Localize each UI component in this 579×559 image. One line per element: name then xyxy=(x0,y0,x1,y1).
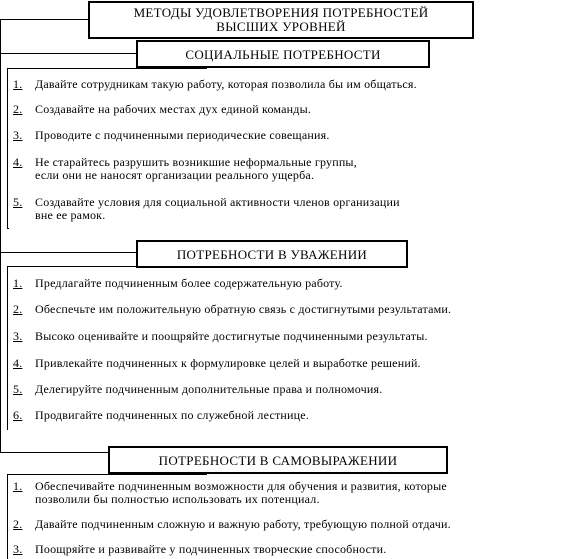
list-item xyxy=(13,543,386,556)
item-text: Поощряйте и развивайте у подчиненных творческие способности. xyxy=(35,542,387,556)
title-line-1: МЕТОДЫ УДОВЛЕТВОРЕНИЯ ПОТРЕБНОСТЕЙ xyxy=(133,5,429,20)
section-heading-selfexpression xyxy=(108,446,448,474)
list-item xyxy=(13,518,451,531)
item-number: 4. xyxy=(13,155,23,169)
item-number: 5. xyxy=(13,382,23,396)
item-number: 3. xyxy=(13,128,23,142)
item-text: Давайте подчиненным сложную и важную работу, требующую полной отдачи. xyxy=(35,517,451,531)
section-items-bracket-respect xyxy=(7,266,207,430)
spine-top-connector xyxy=(0,19,88,20)
item-text xyxy=(35,480,447,506)
section-heading-label: СОЦИАЛЬНЫЕ ПОТРЕБНОСТИ xyxy=(185,46,381,62)
item-number: 2. xyxy=(13,517,23,531)
list-item xyxy=(13,383,382,396)
item-text: Проводите с подчиненными периодические совещания. xyxy=(35,128,330,142)
item-text: Привлекайте подчиненных к формулировке целей и выработке решений. xyxy=(35,356,421,370)
item-text-line: Обеспечивайте подчиненным возможности для обучения и развития, которые xyxy=(35,479,447,493)
list-item xyxy=(13,196,400,222)
item-number: 1. xyxy=(13,276,23,290)
item-text: Предлагайте подчиненным более содержательную работу. xyxy=(35,276,343,290)
section-heading-label: ПОТРЕБНОСТИ В УВАЖЕНИИ xyxy=(176,246,368,262)
list-item xyxy=(13,357,421,370)
item-text xyxy=(35,156,357,182)
title-line-2: ВЫСШИХ УРОВНЕЙ xyxy=(216,19,346,34)
list-item xyxy=(13,303,451,316)
list-item xyxy=(13,78,417,91)
item-text: Создавайте на рабочих местах дух единой команды. xyxy=(35,102,312,116)
spine-line xyxy=(0,19,1,453)
item-number: 1. xyxy=(13,77,23,91)
section-heading-label: ПОТРЕБНОСТИ В САМОВЫРАЖЕНИИ xyxy=(158,452,398,468)
list-item xyxy=(13,103,311,116)
list-item xyxy=(13,330,428,343)
item-number: 6. xyxy=(13,408,23,422)
item-text-line: вне ее рамок. xyxy=(35,208,106,222)
connector-selfexpression xyxy=(0,452,108,453)
list-item xyxy=(13,156,357,182)
item-text-line: Создавайте условия для социальной активности членов организации xyxy=(35,195,400,209)
item-text: Продвигайте подчиненных по служебной лестнице. xyxy=(35,408,310,422)
item-text xyxy=(35,196,400,222)
item-text: Высоко оценивайте и поощряйте достигнутые подчиненными результаты. xyxy=(35,329,428,343)
item-text-line: если они не наносят организации реального ущерба. xyxy=(35,168,315,182)
section-items-bottom-social xyxy=(7,228,9,229)
connector-social xyxy=(0,53,136,54)
item-number: 2. xyxy=(13,102,23,116)
connector-respect xyxy=(0,252,136,253)
item-number: 2. xyxy=(13,302,23,316)
list-item xyxy=(13,480,447,506)
diagram-title xyxy=(88,1,474,39)
item-number: 5. xyxy=(13,195,23,209)
item-text: Обеспечьте им положительную обратную связь с достигнутыми результатами. xyxy=(35,302,452,316)
section-heading-social xyxy=(136,40,430,68)
list-item xyxy=(13,129,330,142)
item-text: Делегируйте подчиненным дополнительные права и полномочия. xyxy=(35,382,383,396)
item-number: 3. xyxy=(13,542,23,556)
list-item xyxy=(13,409,309,422)
list-item xyxy=(13,277,343,290)
item-number: 3. xyxy=(13,329,23,343)
item-number: 1. xyxy=(13,479,23,493)
item-number: 4. xyxy=(13,356,23,370)
item-text: Давайте сотрудникам такую работу, которая позволила бы им общаться. xyxy=(35,77,417,91)
section-heading-respect xyxy=(136,240,408,268)
item-text-line: позволили бы полностью использовать их потенциал. xyxy=(35,492,320,506)
item-text-line: Не старайтесь разрушить возникшие неформальные группы, xyxy=(35,155,357,169)
